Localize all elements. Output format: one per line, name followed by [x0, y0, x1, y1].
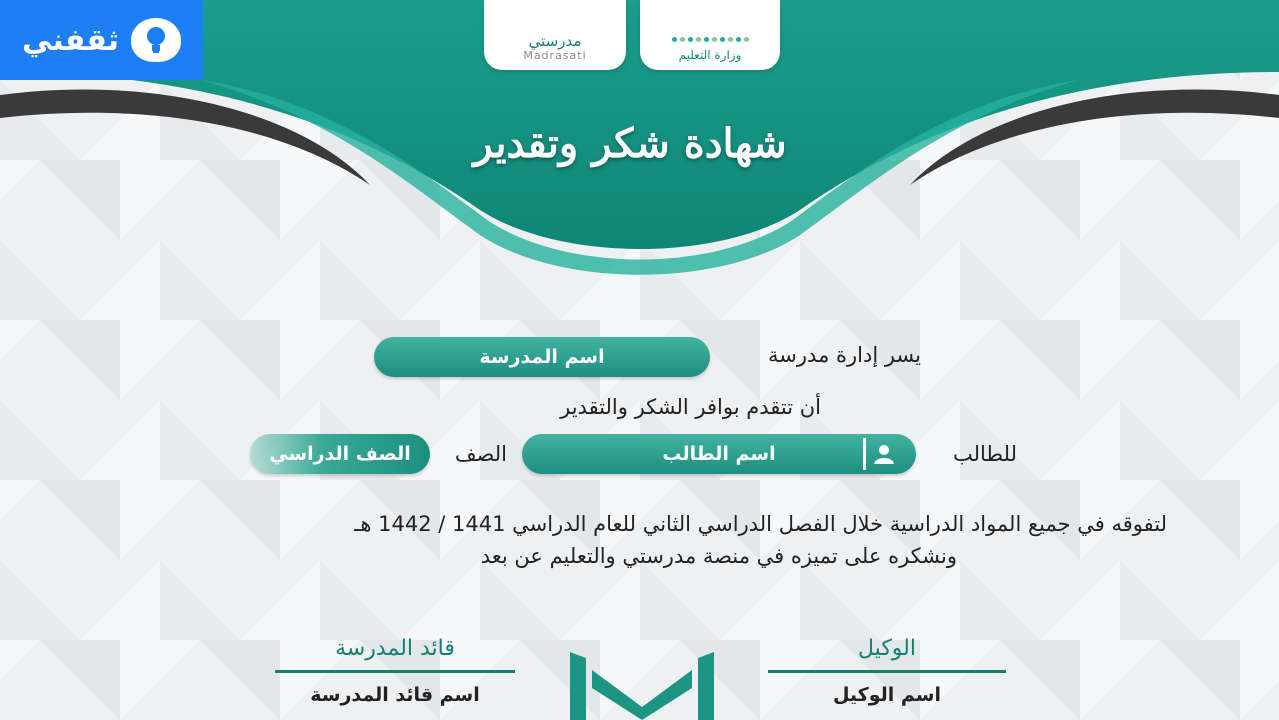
principal-divider [275, 670, 515, 673]
line1-prefix: يسر إدارة مدرسة [768, 343, 921, 367]
student-prefix: للطالب [953, 442, 1017, 466]
deputy-name: اسم الوكيل [832, 684, 942, 706]
certificate-title: شهادة شكر وتقدير [473, 120, 787, 167]
site-badge[interactable] [0, 0, 203, 80]
user-icon [863, 438, 902, 470]
madrasati-logo [484, 0, 626, 70]
school-name-field[interactable] [374, 337, 710, 377]
principal-label: قائد المدرسة [335, 636, 455, 661]
student-name-field[interactable] [522, 434, 916, 474]
principal-name: اسم قائد المدرسة [310, 684, 480, 706]
ministry-logo [640, 0, 780, 70]
ministry-dots-icon [672, 37, 749, 42]
grade-value: الصف الدراسي [269, 443, 411, 465]
body-line-2: ونشكره على تميزه في منصة مدرستي والتعليم عن بعد [480, 544, 957, 568]
lightbulb-icon [131, 18, 181, 62]
grade-label: الصف [454, 442, 507, 466]
deputy-divider [768, 670, 1006, 673]
madrasati-logo-arabic: مدرستي [528, 32, 582, 50]
body-line-1: لتفوقه في جميع المواد الدراسية خلال الفصل الدراسي الثاني للعام الدراسي 1441 / 1442 هـ [354, 512, 1167, 536]
book-emblem-icon [568, 652, 716, 720]
madrasati-logo-latin: Madrasati [523, 49, 587, 62]
deputy-label: الوكيل [858, 636, 916, 661]
site-badge-text: ثقفني [21, 22, 120, 58]
line2-text: أن تتقدم بوافر الشكر والتقدير [560, 395, 821, 419]
ministry-logo-text: وزارة التعليم [678, 48, 742, 62]
grade-field[interactable] [250, 434, 430, 474]
student-name-value: اسم الطالب [662, 443, 776, 465]
school-name-value: اسم المدرسة [479, 346, 605, 368]
